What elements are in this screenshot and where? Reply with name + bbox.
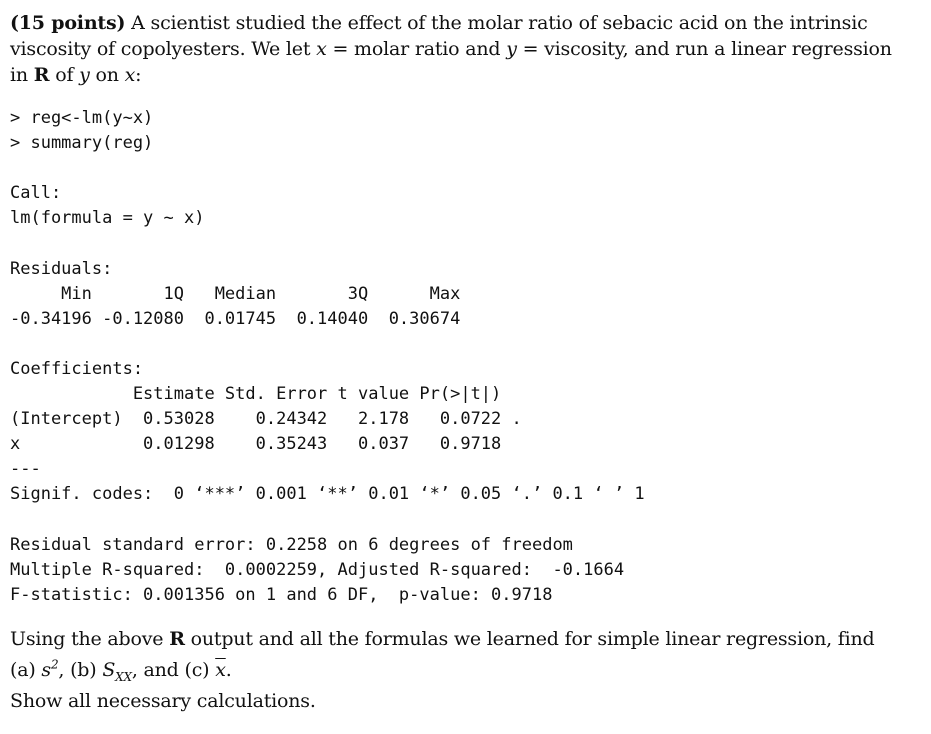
coefficients-label: Coefficients:: [10, 359, 144, 379]
task-text-1b: output and all the formulas we learned for simple linear regression, find: [184, 628, 875, 650]
s-exponent: 2: [50, 657, 59, 672]
part-c-label: , and (c): [131, 659, 216, 681]
intro-text-1: A scientist studied the effect of the molar ratio of sebacic acid on the intrinsic viscosity of copolyesters. We let: [10, 12, 868, 60]
r-command-summary: > summary(reg): [10, 133, 154, 153]
residual-standard-error: Residual standard error: 0.2258 on 6 degrees of freedom: [10, 535, 573, 555]
y-variable-2: y: [79, 64, 90, 86]
task-line-3: Show all necessary calculations.: [10, 690, 316, 712]
x-bar-symbol: $\overline{x}$: [215, 659, 226, 681]
coefficients-row-intercept: (Intercept) 0.53028 0.24342 2.178 0.0722 .: [10, 409, 522, 429]
signif-codes: Signif. codes: 0 ‘***’ 0.001 ‘**’ 0.01 ‘*’ 0.05 ‘.’ 0.1 ‘ ’ 1: [10, 484, 645, 504]
coefficients-row-x: x 0.01298 0.35243 0.037 0.9718: [10, 434, 502, 454]
call-formula: lm(formula = y ~ x): [10, 208, 205, 228]
x-variable: x: [316, 38, 327, 60]
x-variable-2: x: [124, 64, 136, 86]
part-a-label: (a): [10, 659, 42, 681]
task-text-1a: Using the above: [10, 628, 170, 650]
part-b-label: , (b): [58, 659, 103, 681]
task-line-2: [10, 657, 232, 684]
r-squared-line: Multiple R-squared: 0.0002259, Adjusted R-squared: -0.1664: [10, 560, 625, 580]
call-label: Call:: [10, 183, 62, 203]
y-variable: y: [506, 38, 517, 60]
intro-text-6: :: [135, 64, 142, 86]
intro-text-2: = molar ratio and: [326, 38, 507, 60]
sxx-s: S: [102, 659, 116, 681]
f-statistic-line: F-statistic: 0.001356 on 1 and 6 DF, p-value: 0.9718: [10, 585, 553, 605]
intro-text-3: = viscosity, and run a linear regression in: [10, 38, 892, 86]
coefficients-header: Estimate Std. Error t value Pr(>|t|): [10, 384, 502, 404]
question-intro: [10, 10, 915, 88]
points-label: (15 points): [10, 12, 126, 34]
sxx-subscript: XX: [115, 669, 132, 684]
task-r-label: R: [169, 628, 185, 650]
task-period: .: [225, 659, 232, 681]
r-software-label: R: [33, 64, 50, 86]
r-command-lm: > reg<-lm(y~x): [10, 108, 154, 128]
s-symbol: s: [41, 659, 51, 681]
residuals-header: Min 1Q Median 3Q Max: [10, 284, 461, 304]
residuals-values: -0.34196 -0.12080 0.01745 0.14040 0.30674: [10, 309, 461, 329]
sxx-symbol: [102, 659, 132, 684]
residuals-label: Residuals:: [10, 259, 113, 279]
intro-text-5: on: [89, 64, 125, 86]
intro-text-4: of: [49, 64, 80, 86]
task-line-1: [10, 628, 875, 650]
separator-line: ---: [10, 459, 41, 479]
s-squared: [41, 659, 58, 681]
